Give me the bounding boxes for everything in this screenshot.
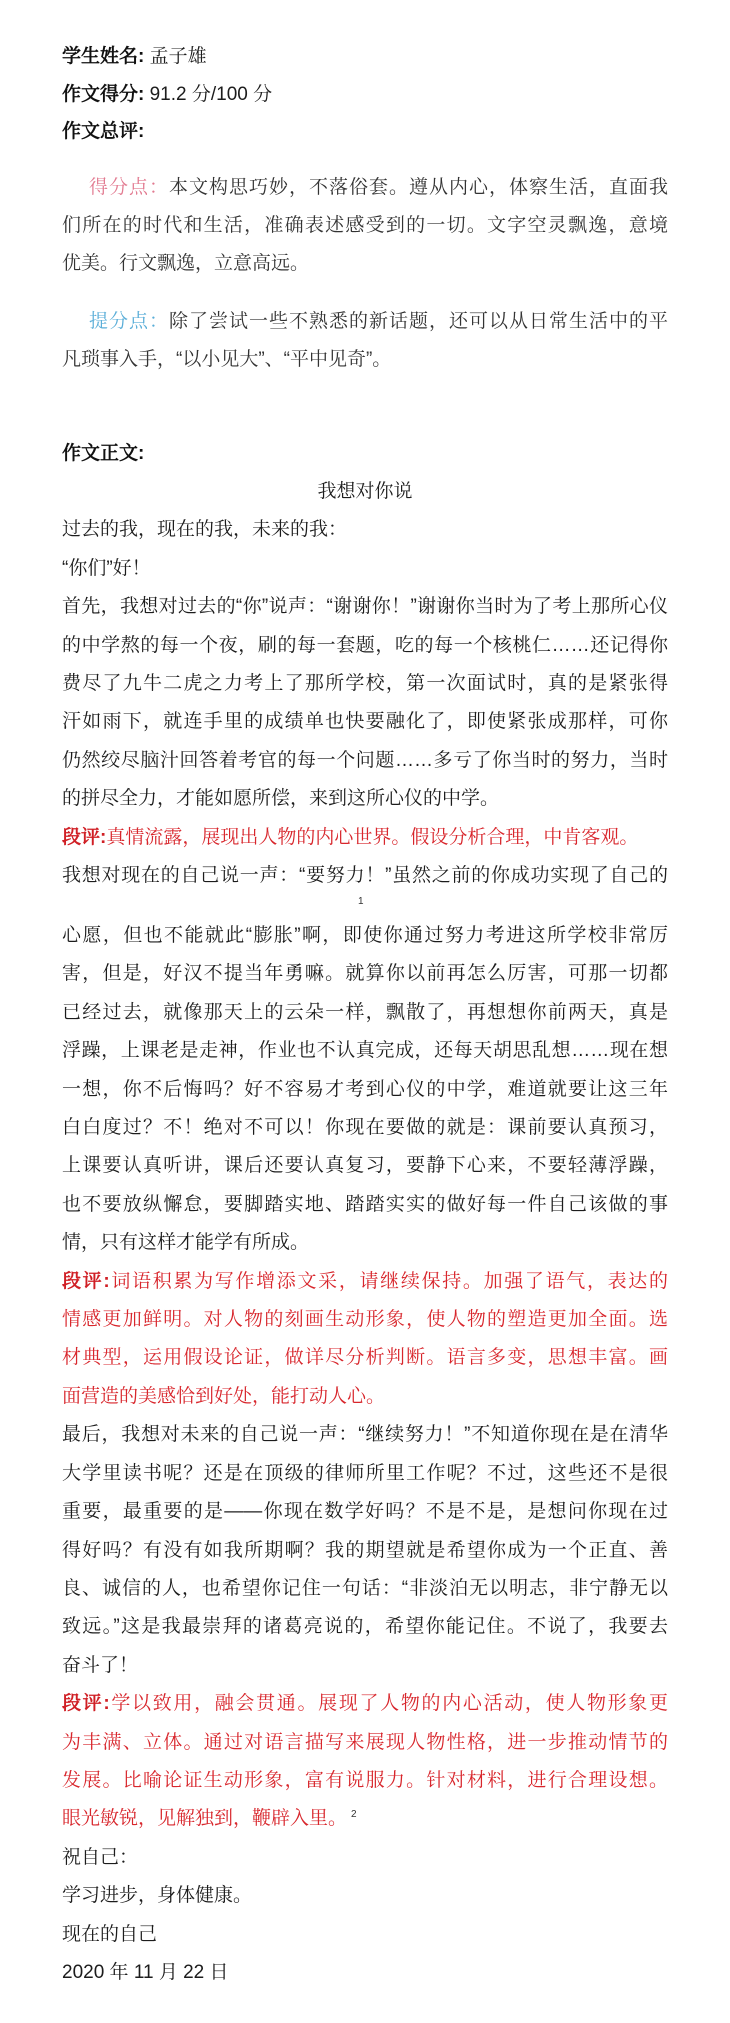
line-text: 仍然绞尽脑汁回答着考官的每一个问题……多亏了你当时的努力，当时: [62, 749, 668, 771]
line-text: 真情流露，展现出人物的内心世界。假设分析合理，中肯客观。: [106, 826, 639, 848]
line-text: 我想对现在的自己说一声：“要努力！”虽然之前的你成功实现了自己的: [62, 865, 668, 886]
line-text: 学以致用，融会贯通。展现了人物的内心活动，使人物形象更: [109, 1693, 668, 1715]
line-text: 白白度过？不！绝对不可以！你现在要做的就是：课前要认真预习，: [62, 1117, 668, 1139]
line-text: 现在的自己: [62, 1923, 158, 1945]
paragraph-comment: [62, 1685, 668, 1839]
line-text: 为丰满、立体。通过对语言描写来展现人物性格，进一步推动情节的: [62, 1731, 668, 1753]
comment-label: 段评:: [62, 1270, 110, 1292]
page-number: 2: [351, 1809, 357, 1821]
line-text: 首先，我想对过去的“你”说声：“谢谢你！”谢谢你当时为了考上那所心仪: [62, 596, 668, 618]
essay-line: [62, 742, 668, 780]
line-text: 致远。”这是我最崇拜的诸葛亮说的，希望你能记住。不说了，我要去: [62, 1616, 668, 1638]
essay-line: [62, 780, 668, 818]
essay-paragraph: [62, 857, 668, 1263]
line-text: 祝自己：: [62, 1846, 139, 1868]
line-text: 眼光敏锐，见解独到，鞭辟入里。: [62, 1808, 348, 1830]
essay-line: [62, 1032, 668, 1070]
essay-line: [62, 1916, 668, 1954]
improve-point-section: [62, 303, 668, 380]
student-name: 孟子雄: [149, 46, 207, 67]
essay-line: [62, 1647, 668, 1685]
essay-line: [62, 1455, 668, 1493]
essay-report: [62, 38, 668, 1992]
line-text: 浮躁，上课老是走神，作业也不认真完成，还每天胡思乱想……现在想: [62, 1040, 668, 1062]
review-line: [62, 169, 668, 207]
essay-paragraph: [62, 1954, 668, 1992]
essay-body-label: 作文正文:: [62, 442, 145, 464]
essay-line: [62, 857, 668, 895]
line-text: 奋斗了！: [62, 1654, 139, 1676]
line-text: 词语积累为写作增添文采，请继续保持。加强了语气，表达的: [109, 1270, 668, 1292]
line-text: 心愿，但也不能就此“膨胀”啊，即使你通过努力考进这所学校非常厉: [62, 925, 668, 946]
review-text: 除了尝试一些不熟悉的新话题，还可以从日常生活中的平: [169, 310, 668, 332]
comment-line: [62, 1301, 668, 1339]
essay-line: [62, 1416, 668, 1454]
essay-line: [62, 1608, 668, 1646]
line-text: 费尽了九牛二虎之力考上了那所学校，第一次面试时，真的是紧张得: [62, 672, 668, 694]
line-text: 情，只有这样才能学有所成。: [62, 1232, 310, 1254]
essay-line: [62, 1071, 668, 1109]
comment-line: [62, 1378, 668, 1416]
comment-line: [62, 1685, 668, 1723]
essay-line: [62, 1493, 668, 1531]
line-text: 重要，最重要的是——你现在数学好吗？不是不是，是想问你现在过: [62, 1501, 668, 1523]
line-text: 面营造的美感恰到好处，能打动人心。: [62, 1385, 386, 1407]
overall-comment-row: [62, 113, 668, 151]
line-text: 汗如雨下，就连手里的成绩单也快要融化了，即使紧张成那样，可你: [62, 711, 668, 733]
essay-line: [62, 665, 668, 703]
line-text: 得好吗？有没有如我所期啊？我的期望就是希望你成为一个正直、善: [62, 1539, 668, 1561]
essay-paragraph: [62, 1416, 668, 1685]
line-text: 最后，我想对未来的自己说一声：“继续努力！”不知道你现在是在清华: [62, 1424, 668, 1446]
essay-line: [62, 511, 668, 549]
improve-point-label: 提分点：: [88, 310, 169, 332]
student-name-row: [62, 38, 668, 76]
score-point-section: [62, 169, 668, 284]
essay-line: [62, 1186, 668, 1224]
essay-line: [62, 550, 668, 588]
line-text: 学习进步，身体健康。: [62, 1885, 253, 1907]
line-text: 害，但是，好汉不提当年勇嘛。就算你以前再怎么厉害，可那一切都: [62, 963, 668, 985]
essay-line: [62, 1224, 668, 1262]
essay-line: [62, 627, 668, 665]
line-text: 情感更加鲜明。对人物的刻画生动形象，使人物的塑造更加全面。选: [62, 1309, 668, 1331]
essay-line: [62, 588, 668, 626]
essay-score-label: 作文得分:: [62, 83, 145, 105]
review-line: [62, 245, 668, 283]
paragraph-comment: [62, 819, 668, 857]
student-name-label: 学生姓名:: [62, 46, 145, 67]
score-point-label: 得分点：: [88, 176, 169, 198]
line-text: 发展。比喻论证生动形象，富有说服力。针对材料，进行合理设想。: [62, 1769, 668, 1791]
line-text: 的中学熬的每一个夜，刷的每一套题，吃的每一个核桃仁……还记得你: [62, 634, 668, 656]
essay-body: [62, 511, 668, 1992]
line-text: 的拼尽全力，才能如愿所偿，来到这所心仪的中学。: [62, 788, 500, 810]
essay-paragraph: [62, 550, 668, 588]
essay-line: [62, 896, 668, 955]
line-text: 上课要认真听讲，课后还要认真复习，要静下心来，不要轻薄浮躁，: [62, 1155, 668, 1177]
review-text: 本文构思巧妙，不落俗套。遵从内心，体察生活，直面我: [169, 176, 668, 198]
essay-line: [62, 1877, 668, 1915]
essay-line: [62, 1109, 668, 1147]
comment-label: 段评:: [62, 826, 107, 848]
review-text: 们所在的时代和生活，准确表述感受到的一切。文字空灵飘逸，意境: [62, 214, 668, 236]
comment-line: [62, 1762, 668, 1800]
essay-line: [62, 955, 668, 993]
overall-comment-label: 作文总评:: [62, 121, 145, 142]
essay-line: [62, 703, 668, 741]
review-text: 优美。行文飘逸，立意高远。: [62, 253, 310, 275]
essay-paragraph: [62, 1877, 668, 1915]
essay-title: 我想对你说: [317, 480, 413, 502]
review-line: [62, 303, 668, 341]
line-text: “你们”好！: [62, 557, 151, 579]
essay-score-row: [62, 76, 668, 114]
comment-line: [62, 819, 668, 857]
line-text: 良、诚信的人，也希望你记住一句话：“非淡泊无以明志，非宁静无以: [62, 1577, 668, 1599]
essay-line: [62, 994, 668, 1032]
review-text: 凡琐事入手，“以小见大”、“平中见奇”。: [62, 349, 392, 371]
essay-line: [62, 1954, 668, 1992]
line-text: 已经过去，就像那天上的云朵一样，飘散了，再想想你前两天，真是: [62, 1001, 668, 1023]
line-text: 一想，你不后悔吗？好不容易才考到心仪的中学，难道就要让这三年: [62, 1078, 668, 1100]
essay-line: [62, 1532, 668, 1570]
line-text: 过去的我，现在的我，未来的我：: [62, 519, 348, 541]
comment-line: [62, 1263, 668, 1301]
paragraph-comment: [62, 1263, 668, 1417]
comment-label: 段评:: [62, 1693, 110, 1715]
comment-line: [62, 1724, 668, 1762]
line-text: 大学里读书呢？还是在顶级的律师所里工作呢？不过，这些还不是很: [62, 1462, 668, 1484]
essay-paragraph: [62, 588, 668, 818]
line-text: 2020 年 11 月 22 日: [62, 1961, 229, 1983]
essay-line: [62, 1839, 668, 1877]
essay-paragraph: [62, 1839, 668, 1877]
review-line: [62, 341, 668, 379]
essay-paragraph: [62, 1916, 668, 1954]
comment-line: [62, 1339, 668, 1377]
line-text: 也不要放纵懈怠，要脚踏实地、踏踏实实的做好每一件自己该做的事: [62, 1193, 668, 1215]
essay-score: 91.2 分/100 分: [149, 83, 273, 105]
page-number: 1: [358, 896, 364, 907]
essay-line: [62, 1147, 668, 1185]
essay-line: [62, 1570, 668, 1608]
comment-line: [62, 1800, 668, 1838]
line-text: 材典型，运用假设论证，做详尽分析判断。语言多变，思想丰富。画: [62, 1347, 668, 1369]
essay-paragraph: [62, 511, 668, 549]
review-line: [62, 207, 668, 245]
